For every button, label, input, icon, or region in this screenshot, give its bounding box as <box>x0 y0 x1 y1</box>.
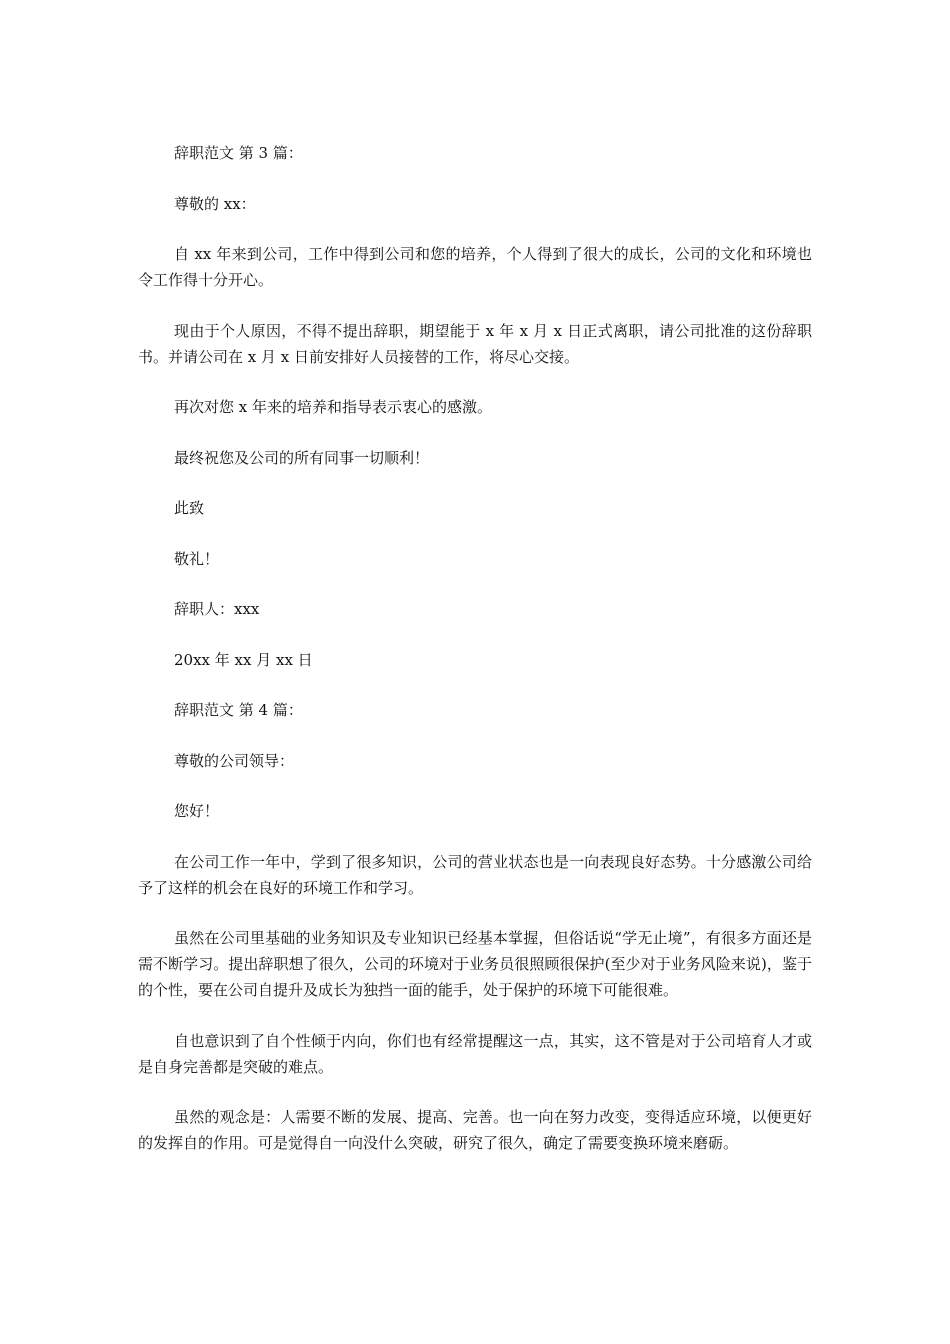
closing-line: 此致 <box>174 499 205 517</box>
body-paragraph: 最终祝您及公司的所有同事一切顺利！ <box>174 448 430 467</box>
document-body <box>138 140 812 1181</box>
salutation: 尊敬的 xx： <box>174 194 256 213</box>
body-paragraph: 自也意识到了自个性倾于内向，你们也有经常提醒这一点，其实，这不管是对于公司培育人才或是自身完善都是突破的难点。 <box>138 1031 812 1076</box>
section-heading-4: 辞职范文 第 4 篇： <box>174 701 303 719</box>
body-paragraph: 再次对您 x 年来的培养和指导表示衷心的感激。 <box>174 398 492 416</box>
section-heading-3: 辞职范文 第 3 篇： <box>174 144 303 162</box>
closing-regards: 敬礼！ <box>174 549 220 568</box>
body-paragraph: 自 xx 年来到公司，工作中得到公司和您的培养，个人得到了很大的成长，公司的文化和环境也令工作得十分开心。 <box>138 245 812 289</box>
body-paragraph: 在公司工作一年中，学到了很多知识，公司的营业状态也是一向表现良好态势。十分感激公司给予了这样的机会在良好的环境工作和学习。 <box>138 852 812 897</box>
body-paragraph: 虽然在公司里基础的业务知识及专业知识已经基本掌握，但俗话说“学无止境”，有很多方面还是需不断学习。提出辞职想了很久，公司的环境对于业务员很照顾很保护(至少对于业务风险来说)，鉴于的个性，要在公司自提升及成长为独挡一面的能手，处于保护的环境下可能很难。 <box>138 929 812 999</box>
date-line: 20xx 年 xx 月 xx 日 <box>174 650 313 669</box>
body-paragraph: 现由于个人原因，不得不提出辞职，期望能于 x 年 x 月 x 日正式离职，请公司批准的这份辞职书。并请公司在 x 月 x 日前安排好人员接替的工作，将尽心交接。 <box>138 321 812 366</box>
salutation: 尊敬的公司领导： <box>174 751 295 770</box>
signature-line: 辞职人：xxx <box>174 600 260 618</box>
greeting: 您好！ <box>174 802 220 820</box>
body-paragraph: 虽然的观念是：人需要不断的发展、提高、完善。也一向在努力改变，变得适应环境，以便更好的发挥自的作用。可是觉得自一向没什么突破，研究了很久，确定了需要变换环境来磨砺。 <box>138 1108 812 1152</box>
